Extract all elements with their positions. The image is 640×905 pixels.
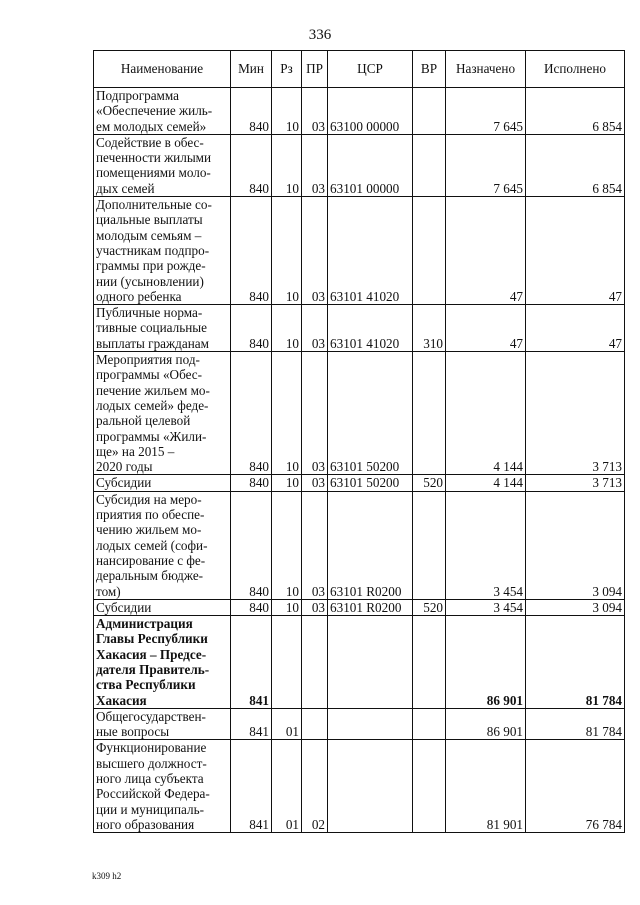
- row-name-line: 2020 годы: [96, 459, 153, 475]
- row-name-line: том): [96, 583, 121, 599]
- row-executed: 76 784: [526, 740, 625, 833]
- row-csr: [328, 708, 413, 740]
- row-name-line: помещениями моло-: [96, 165, 211, 181]
- row-vr: [413, 352, 446, 475]
- row-name-line: Публичные норма-: [96, 305, 203, 321]
- row-vr: [413, 491, 446, 599]
- row-name-line: приятия по обеспе-: [96, 507, 205, 523]
- row-name-line: ного лица субъекта: [96, 771, 204, 787]
- row-rz: 01: [272, 740, 302, 833]
- row-pr: 03: [302, 352, 328, 475]
- row-min: 840: [231, 305, 272, 352]
- row-name-line: ства Республики: [96, 677, 196, 693]
- row-name-line: ем молодых семей»: [96, 118, 207, 134]
- row-name-line: деральным бюдже-: [96, 568, 204, 584]
- row-name-line: дателя Правитель-: [96, 661, 210, 677]
- row-vr: [413, 616, 446, 709]
- row-csr: 63101 41020: [328, 197, 413, 305]
- row-assigned: 7 645: [446, 134, 526, 196]
- row-name-line: граммы при рожде-: [96, 258, 206, 274]
- row-name-line: Подпрограмма: [96, 88, 180, 103]
- row-csr: [328, 740, 413, 833]
- table-row: [94, 491, 625, 599]
- row-name-line: Общегосударствен-: [96, 708, 206, 724]
- row-csr: 63101 50200: [328, 475, 413, 491]
- row-pr: 03: [302, 491, 328, 599]
- row-executed: 47: [526, 305, 625, 352]
- header-pr: ПР: [302, 51, 328, 88]
- row-name-line: Содействие в обес-: [96, 134, 204, 150]
- row-assigned: 81 901: [446, 740, 526, 833]
- row-name: [94, 197, 231, 305]
- row-name-line: лодых семей (софи-: [96, 537, 208, 553]
- header-min: Мин: [231, 51, 272, 88]
- row-min: 840: [231, 88, 272, 135]
- row-name-line: Субсидия на меро-: [96, 491, 202, 507]
- row-vr: 310: [413, 305, 446, 352]
- row-executed: 47: [526, 197, 625, 305]
- row-rz: 10: [272, 475, 302, 491]
- table-row: [94, 134, 625, 196]
- table-row: [94, 740, 625, 833]
- row-vr: [413, 740, 446, 833]
- row-pr: 03: [302, 305, 328, 352]
- row-name-line: ральной целевой: [96, 413, 191, 429]
- row-name-line: Мероприятия под-: [96, 352, 200, 368]
- row-name-line: нии (усыновлении): [96, 273, 204, 289]
- row-min: 840: [231, 134, 272, 196]
- table-header-row: [94, 51, 625, 88]
- row-pr: 03: [302, 134, 328, 196]
- row-name-line: Функционирование: [96, 740, 207, 756]
- row-name: [94, 491, 231, 599]
- row-executed: 3 094: [526, 599, 625, 615]
- row-pr: [302, 616, 328, 709]
- row-csr: [328, 616, 413, 709]
- row-name-line: Администрация: [96, 616, 193, 632]
- row-name: [94, 352, 231, 475]
- table-row: [94, 305, 625, 352]
- row-min: 841: [231, 740, 272, 833]
- row-name-line: одного ребенка: [96, 288, 182, 304]
- row-name-line: нансирование с фе-: [96, 552, 206, 568]
- header-vr: ВР: [413, 51, 446, 88]
- row-executed: 3 713: [526, 475, 625, 491]
- table-row: [94, 708, 625, 740]
- row-csr: 63101 R0200: [328, 599, 413, 615]
- row-vr: 520: [413, 599, 446, 615]
- row-min: 840: [231, 475, 272, 491]
- table-row: [94, 599, 625, 615]
- row-csr: 63101 41020: [328, 305, 413, 352]
- header-rz: Рз: [272, 51, 302, 88]
- row-name-line: Субсидии: [96, 475, 152, 491]
- row-assigned: 7 645: [446, 88, 526, 135]
- row-executed: 6 854: [526, 88, 625, 135]
- row-name-line: Главы Республики: [96, 631, 208, 647]
- row-csr: 63101 50200: [328, 352, 413, 475]
- row-csr: 63101 R0200: [328, 491, 413, 599]
- row-name: [94, 599, 231, 615]
- row-name-line: программы «Обес-: [96, 367, 203, 383]
- row-name-line: ще» на 2015 –: [96, 443, 175, 459]
- footer-code: k309 h2: [92, 871, 122, 881]
- table-row: [94, 197, 625, 305]
- row-pr: 02: [302, 740, 328, 833]
- row-vr: [413, 134, 446, 196]
- row-executed: 3 094: [526, 491, 625, 599]
- table-row: [94, 88, 625, 135]
- row-name-line: выплаты гражданам: [96, 335, 209, 351]
- header-assigned: Назначено: [446, 51, 526, 88]
- row-executed: 3 713: [526, 352, 625, 475]
- row-name-line: ные вопросы: [96, 724, 170, 740]
- row-name: [94, 134, 231, 196]
- row-assigned: 3 454: [446, 599, 526, 615]
- row-assigned: 4 144: [446, 352, 526, 475]
- row-rz: 10: [272, 599, 302, 615]
- row-executed: 81 784: [526, 616, 625, 709]
- row-rz: 10: [272, 352, 302, 475]
- row-assigned: 47: [446, 197, 526, 305]
- row-min: 840: [231, 491, 272, 599]
- header-name: Наименование: [94, 51, 231, 88]
- row-name-line: тивные социальные: [96, 320, 208, 336]
- row-name-line: «Обеспечение жиль-: [96, 103, 213, 119]
- row-name: [94, 88, 231, 135]
- row-pr: 03: [302, 197, 328, 305]
- row-min: 841: [231, 708, 272, 740]
- row-assigned: 47: [446, 305, 526, 352]
- row-assigned: 3 454: [446, 491, 526, 599]
- budget-table: [93, 50, 625, 833]
- header-executed: Исполнено: [526, 51, 625, 88]
- header-csr: ЦСР: [328, 51, 413, 88]
- row-executed: 81 784: [526, 708, 625, 740]
- row-name-line: Дополнительные со-: [96, 197, 212, 213]
- row-name-line: печенности жилыми: [96, 150, 212, 166]
- row-pr: [302, 708, 328, 740]
- row-vr: [413, 88, 446, 135]
- row-name-line: чению жильем мо-: [96, 522, 202, 538]
- row-min: 841: [231, 616, 272, 709]
- row-name-line: Субсидии: [96, 599, 152, 615]
- row-name-line: Хакасия – Предсе-: [96, 646, 207, 662]
- row-name-line: Российской Федера-: [96, 786, 210, 802]
- row-name-line: молодым семьям –: [96, 227, 202, 243]
- row-name-line: ции и муниципаль-: [96, 801, 205, 817]
- row-vr: 520: [413, 475, 446, 491]
- row-rz: 01: [272, 708, 302, 740]
- table-row: [94, 475, 625, 491]
- row-min: 840: [231, 197, 272, 305]
- table-row: [94, 616, 625, 709]
- row-pr: 03: [302, 475, 328, 491]
- row-name-line: лодых семей» феде-: [96, 397, 209, 413]
- row-rz: 10: [272, 197, 302, 305]
- table-body: [94, 88, 625, 833]
- row-executed: 6 854: [526, 134, 625, 196]
- row-min: 840: [231, 352, 272, 475]
- row-csr: 63100 00000: [328, 88, 413, 135]
- row-name-line: высшего должност-: [96, 755, 207, 771]
- row-name: [94, 708, 231, 740]
- row-min: 840: [231, 599, 272, 615]
- row-name-line: участникам подпро-: [96, 242, 210, 258]
- row-name: [94, 475, 231, 491]
- row-name-line: печение жильем мо-: [96, 382, 210, 398]
- row-name-line: Хакасия: [96, 692, 147, 708]
- row-rz: 10: [272, 134, 302, 196]
- row-pr: 03: [302, 599, 328, 615]
- row-assigned: 86 901: [446, 708, 526, 740]
- row-rz: 10: [272, 491, 302, 599]
- row-csr: 63101 00000: [328, 134, 413, 196]
- row-name: [94, 616, 231, 709]
- row-pr: 03: [302, 88, 328, 135]
- row-rz: 10: [272, 305, 302, 352]
- row-name: [94, 740, 231, 833]
- row-name-line: циальные выплаты: [96, 212, 203, 228]
- row-name: [94, 305, 231, 352]
- row-vr: [413, 708, 446, 740]
- row-rz: 10: [272, 88, 302, 135]
- row-assigned: 4 144: [446, 475, 526, 491]
- row-name-line: дых семей: [96, 180, 155, 196]
- row-vr: [413, 197, 446, 305]
- row-rz: [272, 616, 302, 709]
- row-assigned: 86 901: [446, 616, 526, 709]
- row-name-line: ного образования: [96, 816, 195, 832]
- table-row: [94, 352, 625, 475]
- page-number: 336: [308, 27, 332, 43]
- row-name-line: программы «Жили-: [96, 428, 207, 444]
